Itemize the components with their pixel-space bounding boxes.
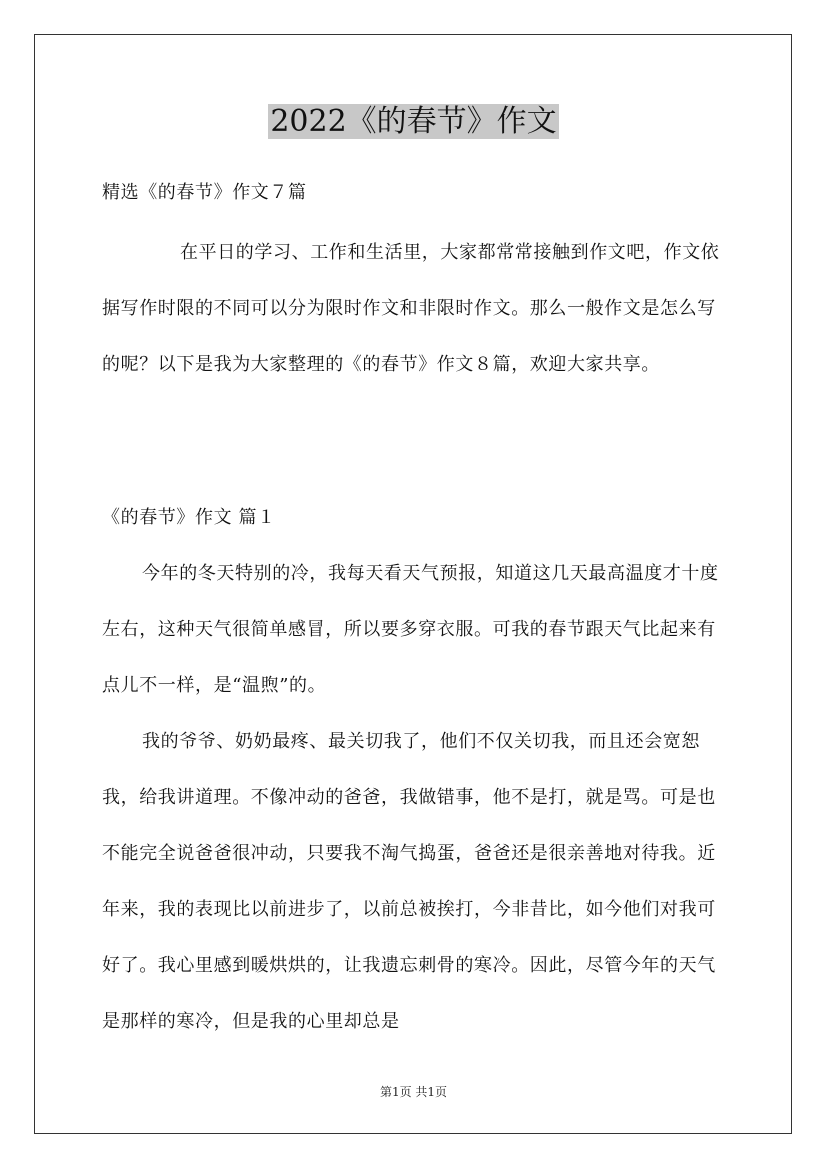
intro-paragraph: 在平日的学习、工作和生活里，大家都常常接触到作文吧，作文依据写作时限的不同可以分为限时作文和非限时作文。那么一般作文是怎么写的呢？以下是我为大家整理的《的春节》作文８篇，欢迎大家共享。: [102, 242, 720, 375]
essay-paragraph-1: 今年的冬天特别的冷，我每天看天气预报，知道这几天最高温度才十度左右，这种天气很简单感冒，所以要多穿衣服。可我的春节跟天气比起来有点儿不一样，是“温煦”的。: [102, 563, 719, 696]
essay-body: [102, 546, 730, 1050]
essay-paragraph-2: 我的爷爷、奶奶最疼、最关切我了，他们不仅关切我，而且还会宽恕我，给我讲道理。不像冲动的爸爸，我做错事，他不是打，就是骂。可是也不能完全说爸爸很冲动，只要我不淘气捣蛋，爸爸还是很亲善地对待我。近年来，我的表现比以前进步了，以前总被挨打，今非昔比，如今他们对我可好了。我心里感到暖烘烘的，让我遗忘刺骨的寒冷。因此，尽管今年的天气是那样的寒冷，但是我的心里却总是: [102, 731, 716, 1032]
document-subtitle: 精选《的春节》作文７篇: [102, 182, 307, 203]
page-footer: 第1页 共1页: [379, 1085, 448, 1099]
document-title-text: 2022《的春节》作文: [270, 104, 557, 139]
document-title: [0, 100, 827, 144]
section-heading: 《的春节》作文 篇１: [102, 507, 276, 528]
